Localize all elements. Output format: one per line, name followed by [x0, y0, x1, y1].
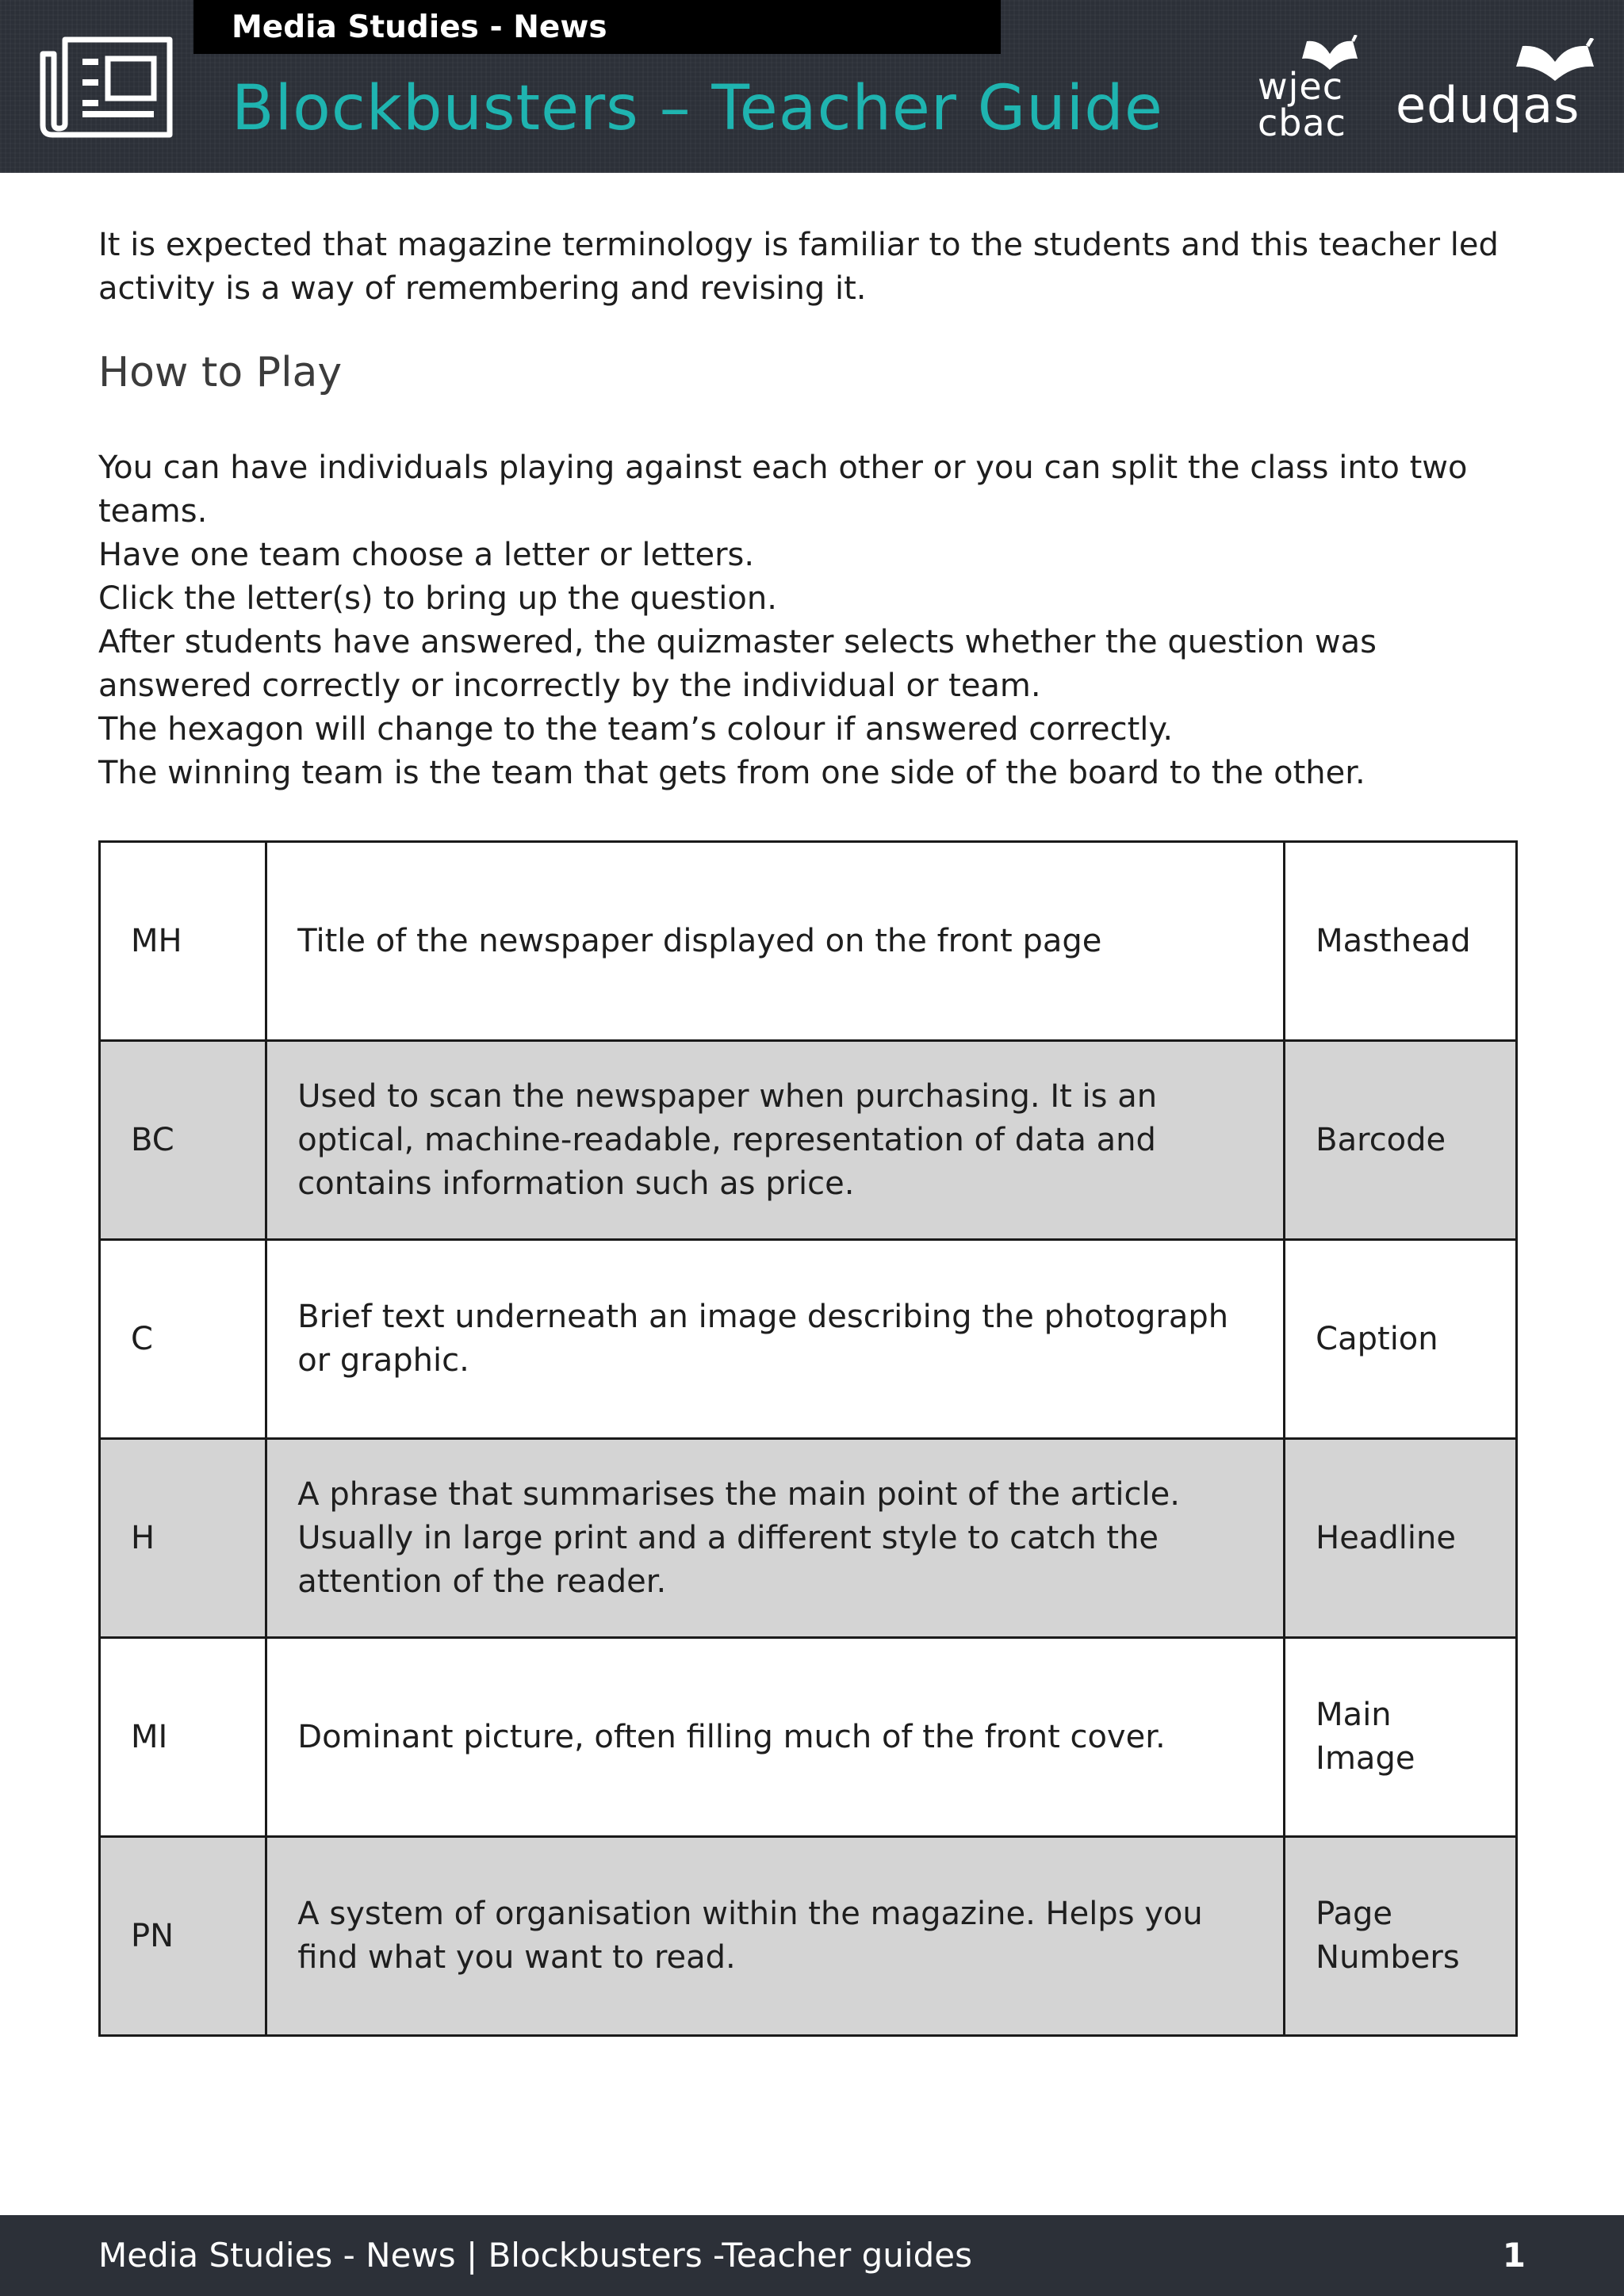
term-description: A phrase that summarises the main point of the article. Usually in large print and a different style to catch the attention of the reader.: [266, 1439, 1285, 1638]
term-description: Brief text underneath an image describing the photograph or graphic.: [266, 1240, 1285, 1439]
instruction-line: Have one team choose a letter or letters.: [98, 537, 755, 573]
instruction-line: After students have answered, the quizmaster selects whether the question was answered correctly or incorrectly by the individual or team.: [98, 624, 1377, 704]
subject-label: Media Studies - News: [232, 10, 607, 45]
instruction-line: The hexagon will change to the team’s colour if answered correctly.: [98, 711, 1174, 748]
wjec-text: wjec: [1258, 65, 1343, 108]
eduqas-text: eduqas: [1396, 76, 1580, 134]
table-row: [100, 842, 1517, 1041]
page-header: [0, 0, 1624, 173]
page-footer: [0, 2215, 1624, 2296]
intro-block: [98, 224, 1526, 311]
term-description: A system of organisation within the magazine. Helps you find what you want to read.: [266, 1837, 1285, 2036]
page-title: Blockbusters – Teacher Guide: [232, 73, 1163, 144]
page-number: 1: [1502, 2236, 1526, 2275]
term-code: H: [100, 1439, 266, 1638]
how-to-play-heading: How to Play: [98, 349, 343, 396]
table-row: [100, 1837, 1517, 2036]
footer-text: Media Studies - News | Blockbusters -Teacher guides: [98, 2236, 972, 2275]
term-code: PN: [100, 1837, 266, 2036]
term-answer: Page Numbers: [1285, 1837, 1517, 2036]
term-description: Dominant picture, often filling much of the front cover.: [266, 1638, 1285, 1837]
table-row: [100, 1240, 1517, 1439]
table-row: [100, 1041, 1517, 1240]
newspaper-icon: [36, 35, 176, 140]
instruction-line: Click the letter(s) to bring up the question.: [98, 580, 777, 617]
term-code: BC: [100, 1041, 266, 1240]
term-answer: Caption: [1285, 1240, 1517, 1439]
term-code: MI: [100, 1638, 266, 1837]
instruction-line: You can have individuals playing against each other or you can split the class into two teams.: [98, 450, 1468, 530]
how-to-play-instructions: [98, 446, 1526, 795]
cbac-text: cbac: [1258, 101, 1346, 144]
term-code: MH: [100, 842, 266, 1041]
term-description: Title of the newspaper displayed on the front page: [266, 842, 1285, 1041]
term-answer: Barcode: [1285, 1041, 1517, 1240]
term-answer: Masthead: [1285, 842, 1517, 1041]
term-description: Used to scan the newspaper when purchasing. It is an optical, machine-readable, representation of data and contains information such as price.: [266, 1041, 1285, 1240]
instruction-line: The winning team is the team that gets from one side of the board to the other.: [98, 755, 1365, 791]
intro-paragraph: It is expected that magazine terminology is familiar to the students and this teacher led activity is a way of remembering and revising it.: [98, 227, 1499, 307]
table-row: [100, 1439, 1517, 1638]
eduqas-logo: [1392, 35, 1600, 138]
table-row: [100, 1638, 1517, 1837]
wjec-cbac-logo: [1258, 35, 1377, 144]
term-answer: Main Image: [1285, 1638, 1517, 1837]
term-code: C: [100, 1240, 266, 1439]
terms-table: [98, 840, 1518, 2037]
term-answer: Headline: [1285, 1439, 1517, 1638]
